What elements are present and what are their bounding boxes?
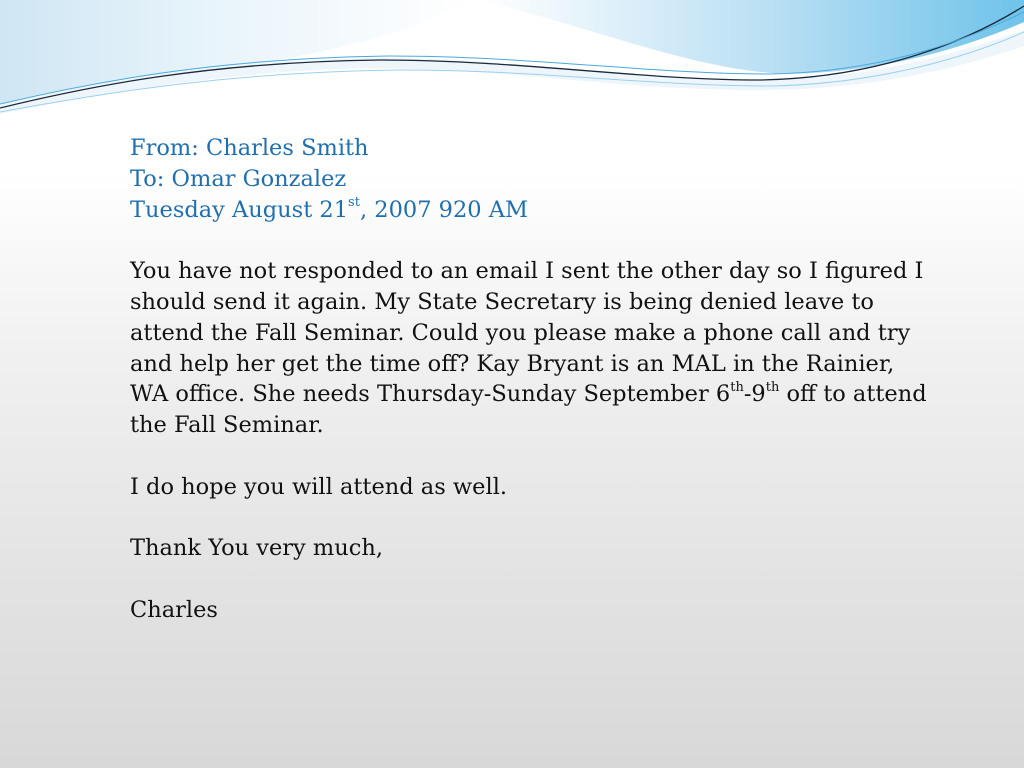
signature: Charles — [130, 596, 218, 623]
spacer — [130, 225, 930, 256]
date-rest: , 2007 920 AM — [359, 196, 529, 223]
body-end: off to attend the Fall Seminar. — [130, 381, 927, 439]
to-line: To: Omar Gonzalez — [130, 165, 347, 192]
body-main: You have not responded to an email I sent the other day so I figured I should send it again. My State Secretary is being denied leave to attend the Fall Seminar. Could you please make a phone call and try and help her get the time off? Kay Bryant is an MAL in the Rainier, WA office. She needs Thursday-Sunday September 6 — [130, 258, 924, 408]
body-sup-2: th — [765, 379, 780, 395]
email-content — [130, 133, 930, 626]
spacer — [130, 564, 930, 595]
date-prefix: Tuesday August 21 — [130, 196, 349, 223]
spacer — [130, 441, 930, 472]
from-line: From: Charles Smith — [130, 135, 369, 161]
body-sup-1: th — [730, 379, 744, 395]
email-body — [130, 256, 930, 441]
body-mid: -9 — [743, 381, 766, 408]
spacer — [130, 503, 930, 534]
thanks-line: Thank You very much, — [130, 535, 383, 562]
date-suffix: st — [348, 195, 360, 211]
date-line — [130, 195, 930, 226]
decorative-wave-header — [0, 0, 1024, 130]
hope-line: I do hope you will attend as well. — [130, 473, 508, 500]
